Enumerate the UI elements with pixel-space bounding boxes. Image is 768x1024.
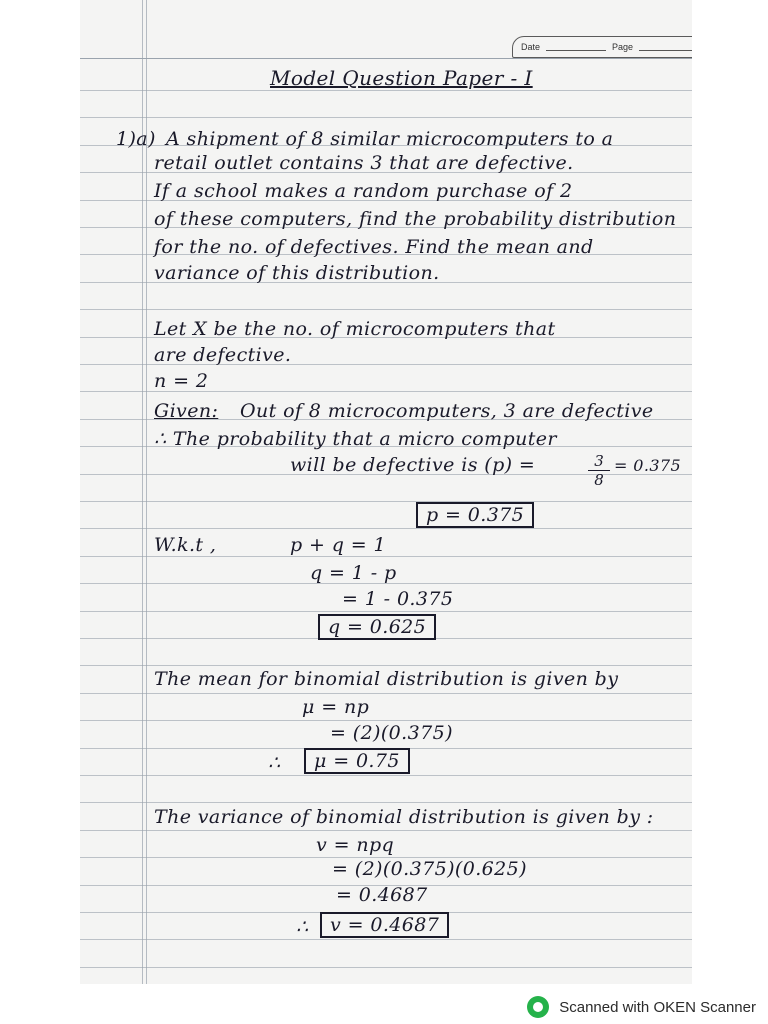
p-result-box: p = 0.375 bbox=[416, 502, 534, 528]
probability-value: = 0.375 bbox=[614, 456, 682, 475]
given-line-2: ∴ The probability that a micro computer bbox=[154, 428, 557, 450]
scanner-text: Scanned with OKEN Scanner bbox=[559, 998, 756, 1016]
mean-therefore: ∴ bbox=[268, 752, 281, 774]
mean-intro: The mean for binomial distribution is given by bbox=[154, 668, 619, 690]
ruled-line bbox=[80, 309, 692, 310]
ruled-line bbox=[80, 720, 692, 721]
n-value: n = 2 bbox=[154, 370, 209, 392]
ruled-line bbox=[80, 967, 692, 968]
variance-result-box: v = 0.4687 bbox=[320, 912, 449, 938]
wkt-label: W.k.t , bbox=[154, 534, 217, 556]
ruled-line bbox=[80, 611, 692, 612]
scanner-watermark bbox=[527, 996, 756, 1018]
mean-line-1: μ = np bbox=[302, 696, 370, 718]
ruled-line bbox=[80, 117, 692, 118]
date-label: Date bbox=[521, 42, 541, 52]
ruled-line bbox=[80, 775, 692, 776]
question-line-6: variance of this distribution. bbox=[154, 262, 440, 284]
fraction-denominator: 8 bbox=[594, 471, 604, 489]
variance-line-2: = (2)(0.375)(0.625) bbox=[332, 858, 527, 880]
variance-line-1: v = npq bbox=[316, 834, 395, 856]
ruled-line bbox=[80, 90, 692, 91]
oken-scanner-logo-icon bbox=[527, 996, 549, 1018]
ruled-line bbox=[80, 501, 692, 502]
given-line-3: will be defective is (p) = bbox=[290, 454, 536, 476]
ruled-line bbox=[80, 556, 692, 557]
q-result-box: q = 0.625 bbox=[318, 614, 436, 640]
question-number: 1)a) bbox=[116, 128, 156, 150]
question-line-1: A shipment of 8 similar microcomputers to a bbox=[166, 128, 614, 150]
question-line-5: for the no. of defectives. Find the mean and bbox=[154, 236, 594, 258]
fraction-numerator: 3 bbox=[588, 452, 610, 471]
let-line-1: Let X be the no. of microcomputers that bbox=[154, 318, 556, 340]
ruled-line bbox=[80, 939, 692, 940]
mean-result-box: μ = 0.75 bbox=[304, 748, 410, 774]
question-line-4: of these computers, find the probability distribution bbox=[154, 208, 677, 230]
ruled-line bbox=[80, 665, 692, 666]
ruled-line bbox=[80, 830, 692, 831]
date-page-box bbox=[512, 36, 692, 58]
given-text: Out of 8 microcomputers, 3 are defective bbox=[240, 400, 654, 422]
date-fill-line bbox=[546, 50, 606, 51]
mean-line-2: = (2)(0.375) bbox=[330, 722, 453, 744]
question-line-2: retail outlet contains 3 that are defective. bbox=[154, 152, 574, 174]
page-title: Model Question Paper - I bbox=[270, 66, 533, 90]
notebook-page bbox=[80, 0, 692, 984]
probability-fraction bbox=[588, 452, 610, 489]
variance-therefore: ∴ bbox=[296, 916, 309, 938]
variance-intro: The variance of binomial distribution is given by : bbox=[154, 806, 654, 828]
let-line-2: are defective. bbox=[154, 344, 292, 366]
wkt-line-1: p + q = 1 bbox=[290, 534, 387, 556]
variance-line-3: = 0.4687 bbox=[336, 884, 428, 906]
wkt-line-3: = 1 - 0.375 bbox=[342, 588, 454, 610]
ruled-line bbox=[80, 528, 692, 529]
question-line-3: If a school makes a random purchase of 2 bbox=[154, 180, 573, 202]
given-label: Given: bbox=[154, 400, 219, 422]
wkt-line-2: q = 1 - p bbox=[310, 562, 397, 584]
ruled-line bbox=[80, 693, 692, 694]
page-fill-line bbox=[639, 50, 692, 51]
page-label: Page bbox=[612, 42, 634, 52]
ruled-line bbox=[80, 802, 692, 803]
